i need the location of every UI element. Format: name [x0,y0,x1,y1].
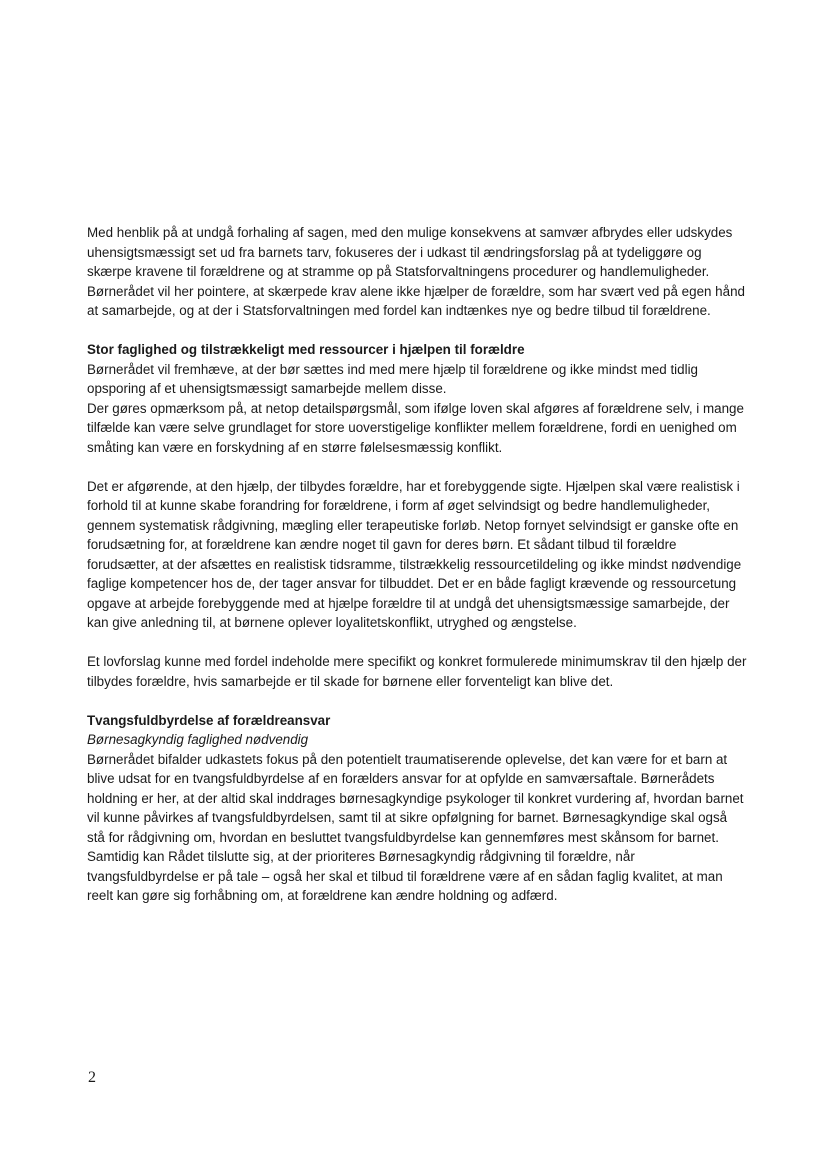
paragraph-gap [87,633,747,653]
faglighed-paragraph-1: Børnerådet vil fremhæve, at der bør sættes ind med mere hjælp til forældrene og ikke mindst med tidlig opsporing af et uhensigtsmæssigt samarbejde mellem disse. [87,361,699,396]
section-heading-faglighed: Stor faglighed og tilstrækkeligt med ressourcer i hjælpen til forældre [87,342,525,357]
tvangsfuldbyrdelse-paragraph-2: Samtidig kan Rådet tilslutte sig, at der prioriteres Børnesagkyndig rådgivning til forældre, når tvangsfuldbyrdelse er på tale – også her skal et tilbud til forældrene være af en sådan faglig kvalitet, at man reelt kan gøre sig forhåbning om, at forældrene kan ændre holdning og adfærd. [87,849,723,903]
faglighed-paragraph-3: Det er afgørende, at den hjælp, der tilbydes forældre, har et forebyggende sigte. Hjælpen skal være realistisk i forhold til at kunne skabe forandring for forældrene, i form af øget selvindsigt og bedre handlemuligheder, gennem systematisk rådgivning, mægling eller terapeutiske forløb. Netop fornyet selvindsigt er ganske ofte en forudsætning for, at forældrene kan ændre noget til gavn for deres børn. Et sådant tilbud til forældre forudsætter, at der afsættes en realistisk tidsramme, tilstrækkelig ressourcetildeling og ikke mindst nødvendige faglige kompetencer hos de, der tager ansvar for tilbuddet. Det er en både fagligt krævende og ressourcetung opgave at arbejde forebyggende med at hjælpe forældre til at undgå det uhensigtsmæssige samarbejde, der kan give anledning til, at børnene oplever loyalitetskonflikt, utryghed og ængstelse. [87,478,742,630]
section-subheading-bornesagkyndig: Børnesagkyndig faglighed nødvendig [87,732,309,747]
faglighed-paragraph-2: Der gøres opmærksom på, at netop detailspørgsmål, som ifølge loven skal afgøres af forældrene selv, i mange tilfælde kan være selve grundlaget for store uoverstigelige konflikter mellem forældrene, fordi en uenighed om småting kan være en forskydning af en større følelsesmæssig konflikt. [87,400,744,455]
paragraph-gap [87,321,747,341]
section-heading-tvangsfuldbyrdelse: Tvangsfuldbyrdelse af forældreansvar [87,712,331,728]
intro-paragraph: Med henblik på at undgå forhaling af sagen, med den mulige konsekvens at samvær afbrydes eller udskydes uhensigtsmæssigt set ud fra barnets tarv, fokuseres der i udkast til ændringsforslag på at tydeliggøre og skærpe kravene til forældrene og at stramme op på Statsforvaltningens procedurer og handlemuligheder. Børnerådet vil her pointere, at skærpede krav alene ikke hjælper de forældre, som har svært ved på egen hånd at samarbejde, og at der i Statsforvaltningen med fordel kan indtænkes nye og bedre tilbud til forældrene. [87,225,745,318]
paragraph-gap [87,691,747,711]
document-body [87,223,747,906]
page-number: 2 [88,1069,96,1086]
paragraph-gap [87,457,747,477]
tvangsfuldbyrdelse-paragraph-1: Børnerådet bifalder udkastets fokus på den potentielt traumatiserende oplevelse, det kan være for et barn at blive udsat for en tvangsfuldbyrdelse af en forælders ansvar for at opfylde en samværsaftale. Børnerådets holdning er her, at der altid skal inddrages børnesagkyndige psykologer til konkret vurdering af, hvordan barnet vil kunne påvirkes af tvangsfuldbyrdelsen, samt til at sikre opfølgning for barnet. Børnesagkyndige skal også stå for rådgivning om, hvordan en besluttet tvangsfuldbyrdelse kan gennemføres mest skånsom for barnet. [87,751,744,845]
faglighed-paragraph-4: Et lovforslag kunne med fordel indeholde mere specifikt og konkret formulerede minimumskrav til den hjælp der tilbydes forældre, hvis samarbejde er til skade for børnene eller forventeligt kan blive det. [87,654,747,689]
